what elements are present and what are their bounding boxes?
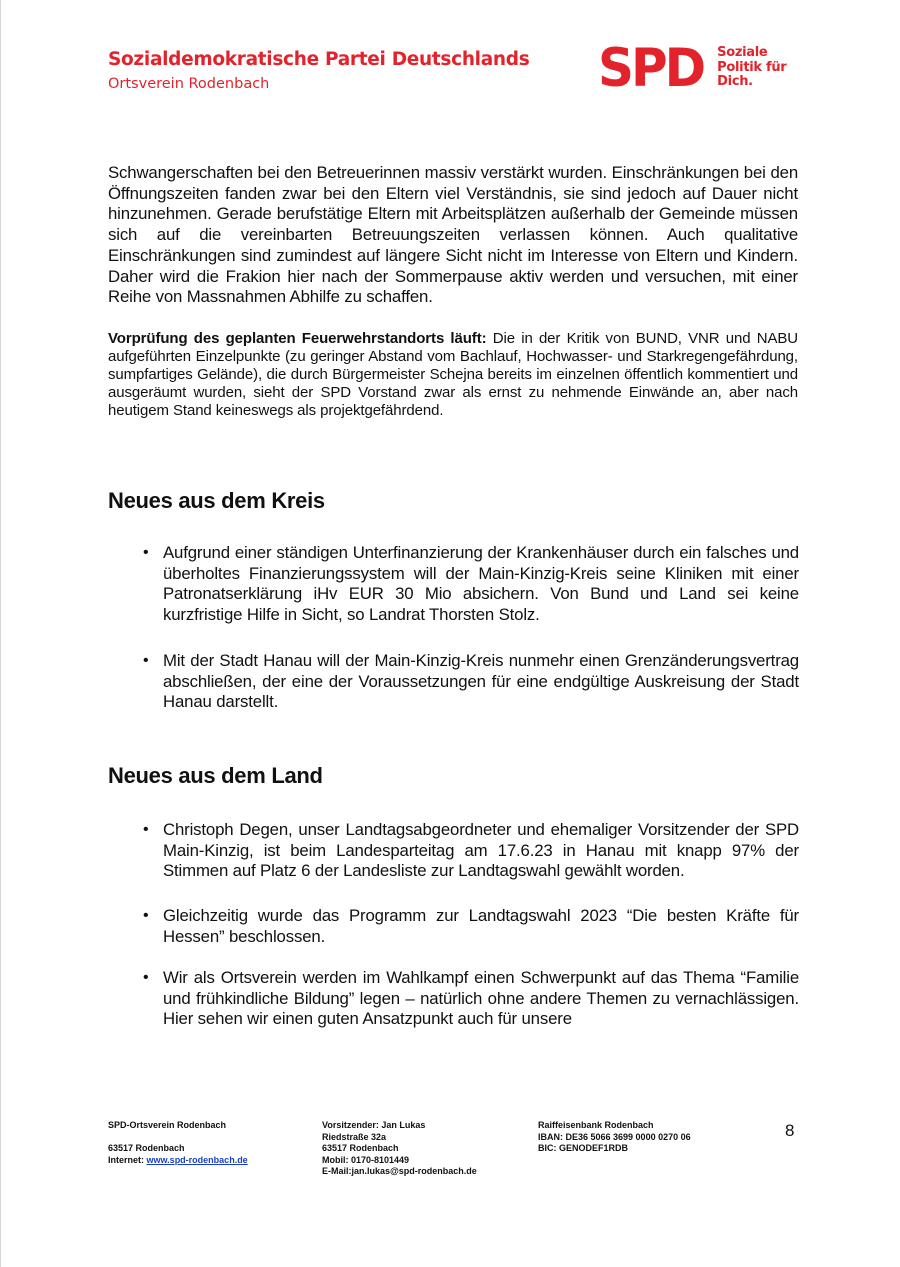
- footer-internet: [108, 1155, 248, 1167]
- footer-org: SPD-Ortsverein Rodenbach: [108, 1120, 227, 1130]
- logo-claim-line: Dich.: [717, 74, 753, 90]
- bullet-icon: •: [143, 652, 149, 669]
- bullet-icon: •: [143, 969, 149, 986]
- local-branch-name: Ortsverein Rodenbach: [108, 76, 270, 92]
- footer-internet-label: Internet:: [108, 1154, 147, 1165]
- logo-claim-line: Soziale: [717, 45, 768, 61]
- footer-column-branch: [108, 1120, 248, 1166]
- website-link[interactable]: www.spd-rodenbach.de: [146, 1154, 248, 1165]
- bullet-icon: •: [143, 544, 149, 561]
- kreis-bullet-item: Mit der Stadt Hanau will der Main-Kinzig-Kreis nunmehr einen Grenzänderungsvertrag abschließen, der eine der Voraussetzungen für eine endgültige Auskreisung der Stadt Hanau darstellt.: [163, 651, 799, 712]
- spd-logo-mark: SPD: [598, 37, 704, 99]
- feuerwehr-lead: Vorprüfung des geplanten Feuerwehrstandorts läuft:: [108, 330, 487, 347]
- feuerwehr-paragraph: [108, 330, 798, 420]
- footer-column-chair: [322, 1120, 477, 1178]
- kreis-bullet-item: Aufgrund einer ständigen Unterfinanzierung der Krankenhäuser durch ein falsches und überholtes Finanzierungssystem will der Main-Kinzig-Kreis seine Kliniken mit einer Patronatserklärung iHv EUR 30 Mio absichern. Von Bund und Land sei keine kurzfristige Hilfe in Sicht, so Landrat Thorsten Stolz.: [163, 543, 799, 625]
- page-number: 8: [785, 1121, 795, 1140]
- bullet-icon: •: [143, 907, 149, 924]
- footer-column-bank: [538, 1120, 691, 1155]
- land-bullet-item: Wir als Ortsverein werden im Wahlkampf einen Schwerpunkt auf das Thema “Familie und frühkindliche Bildung” legen – natürlich ohne andere Themen zu vernachlässigen. Hier sehen wir einen guten Ansatzpunkt auch für unsere: [163, 968, 799, 1029]
- land-bullet-item: Christoph Degen, unser Landtagsabgeordneter und ehemaliger Vorsitzender der SPD Main-Kinzig, ist beim Landesparteitag am 17.6.23 in Hanau mit knapp 97% der Stimmen auf Platz 6 der Landesliste zur Landtagswahl gewählt worden.: [163, 820, 799, 881]
- footer-iban: IBAN: DE36 5066 3699 0000 0270 06: [538, 1131, 691, 1142]
- footer-email: E-Mail:jan.lukas@spd-rodenbach.de: [322, 1166, 477, 1176]
- logo-claim-line: Politik für: [717, 59, 787, 75]
- bullet-icon: •: [143, 821, 149, 838]
- page-edge: [0, 0, 1, 1267]
- footer-city: 63517 Rodenbach: [108, 1143, 185, 1153]
- intro-paragraph: Schwangerschaften bei den Betreuerinnen massiv verstärkt wurden. Einschränkungen bei den Öffnungszeiten fanden zwar bei den Eltern viel Verständnis, sie sind jedoch auf Dauer nicht hinzunehmen. Gerade berufstätige Eltern mit Arbeitsplätzen außerhalb der Gemeinde müssen sich auf die vereinbarten Betreuungszeiten verlassen können. Auch qualitative Einschränkungen sind zumindest auf längere Sicht nicht im Interesse von Eltern und Kindern. Daher wird die Frakion hier nach der Sommerpause aktiv werden und versuchen, mit einer Reihe von Massnahmen Abhilfe zu schaffen.: [108, 163, 798, 307]
- spd-logo-claim: [717, 46, 786, 90]
- footer-bic: BIC: GENODEF1RDB: [538, 1143, 629, 1153]
- land-bullet-item: Gleichzeitig wurde das Programm zur Landtagswahl 2023 “Die besten Kräfte für Hessen” beschlossen.: [163, 906, 799, 946]
- section-heading-land: Neues aus dem Land: [108, 763, 323, 788]
- footer-bank: Raiffeisenbank Rodenbach: [538, 1120, 654, 1130]
- feuerwehr-text: Die in der Kritik von BUND, VNR und NABU aufgeführten Einzelpunkte (zu geringer Abstand vom Bachlauf, Hochwasser- und Starkregengefährdung, sumpfartiges Gelände), die durch Bürgermeister Schejna bereits im einzelnen öffentlich kommentiert und ausgeräumt wurden, sieht der SPD Vorstand zwar als ernst zu nehmende Einwände an, aber nach heutigem Stand keineswegs als projektgefährdend.: [108, 330, 798, 419]
- section-heading-kreis: Neues aus dem Kreis: [108, 488, 325, 513]
- spd-logo: [598, 37, 787, 99]
- footer-street: Riedstraße 32a: [322, 1131, 387, 1142]
- party-name: Sozialdemokratische Partei Deutschlands: [108, 49, 530, 70]
- footer-chair: Vorsitzender: Jan Lukas: [322, 1120, 426, 1130]
- footer-mobile: Mobil: 0170-8101449: [322, 1154, 410, 1165]
- footer-chair-city: 63517 Rodenbach: [322, 1143, 399, 1153]
